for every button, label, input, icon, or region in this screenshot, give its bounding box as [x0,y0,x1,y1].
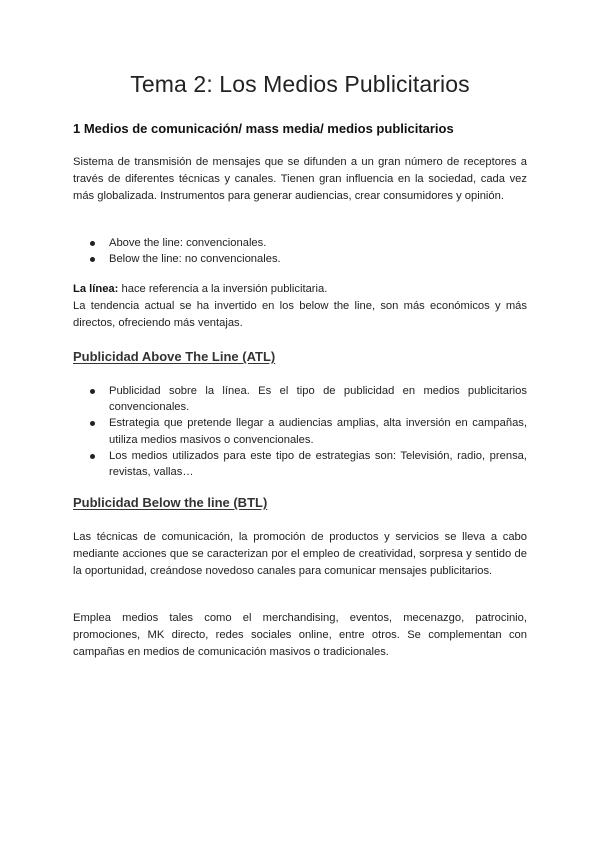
bullet-icon [90,454,95,459]
paragraph-btl-2: Emplea medios tales como el merchandising, eventos, mecenazgo, patrocinio, promociones, MK directo, redes sociales online, entre otros. Se complementan con campañas en medios de comunicación masivos o tradicionales. [73,612,527,658]
paragraph-sistema: Sistema de transmisión de mensajes que se difunden a un gran número de receptores a través de diferentes técnicas y canales. Tienen gran influencia en la sociedad, cada vez más globalizada. Instrumentos para generar audiencias, crear consumidores y opinión. [73,156,527,202]
page-title: Tema 2: Los Medios Publicitarios [130,71,470,97]
list-item: Publicidad sobre la línea. Es el tipo de publicidad en medios publicitarios convencionales. [73,383,527,415]
list-item: Estrategia que pretende llegar a audiencias amplias, alta inversión en campañas, utiliza medios masivos o convencionales. [73,415,527,447]
list-item: Below the line: no convencionales. [73,251,527,267]
bullet-icon [90,241,95,246]
bullet-icon [90,389,95,394]
paragraph-tendencia: La tendencia actual se ha invertido en los below the line, son más económicos y más directos, ofreciendo más ventajas. [73,300,527,329]
section-heading-atl: Publicidad Above The Line (ATL) [73,349,276,364]
bullet-list-atl [73,383,527,480]
linea-text: hace referencia a la inversión publicitaria. [118,283,328,295]
section-heading-btl: Publicidad Below the line (BTL) [73,495,268,510]
list-item: Los medios utilizados para este tipo de estrategias son: Televisión, radio, prensa, revistas, vallas… [73,448,527,480]
list-item: Above the line: convencionales. [73,235,527,251]
bullet-icon [90,421,95,426]
paragraph-linea [73,281,527,298]
linea-label: La línea: [73,283,119,295]
paragraph-btl-1: Las técnicas de comunicación, la promoción de productos y servicios se lleva a cabo mediante acciones que se caracterizan por el empleo de creatividad, sorpresa y sentido de la oportunidad, creándose novedoso canales para comunicar mensajes publicitarios. [73,531,527,577]
bullet-icon [90,257,95,262]
section-heading-medios: 1 Medios de comunicación/ mass media/ medios publicitarios [73,121,454,136]
bullet-list-lines [73,235,527,267]
